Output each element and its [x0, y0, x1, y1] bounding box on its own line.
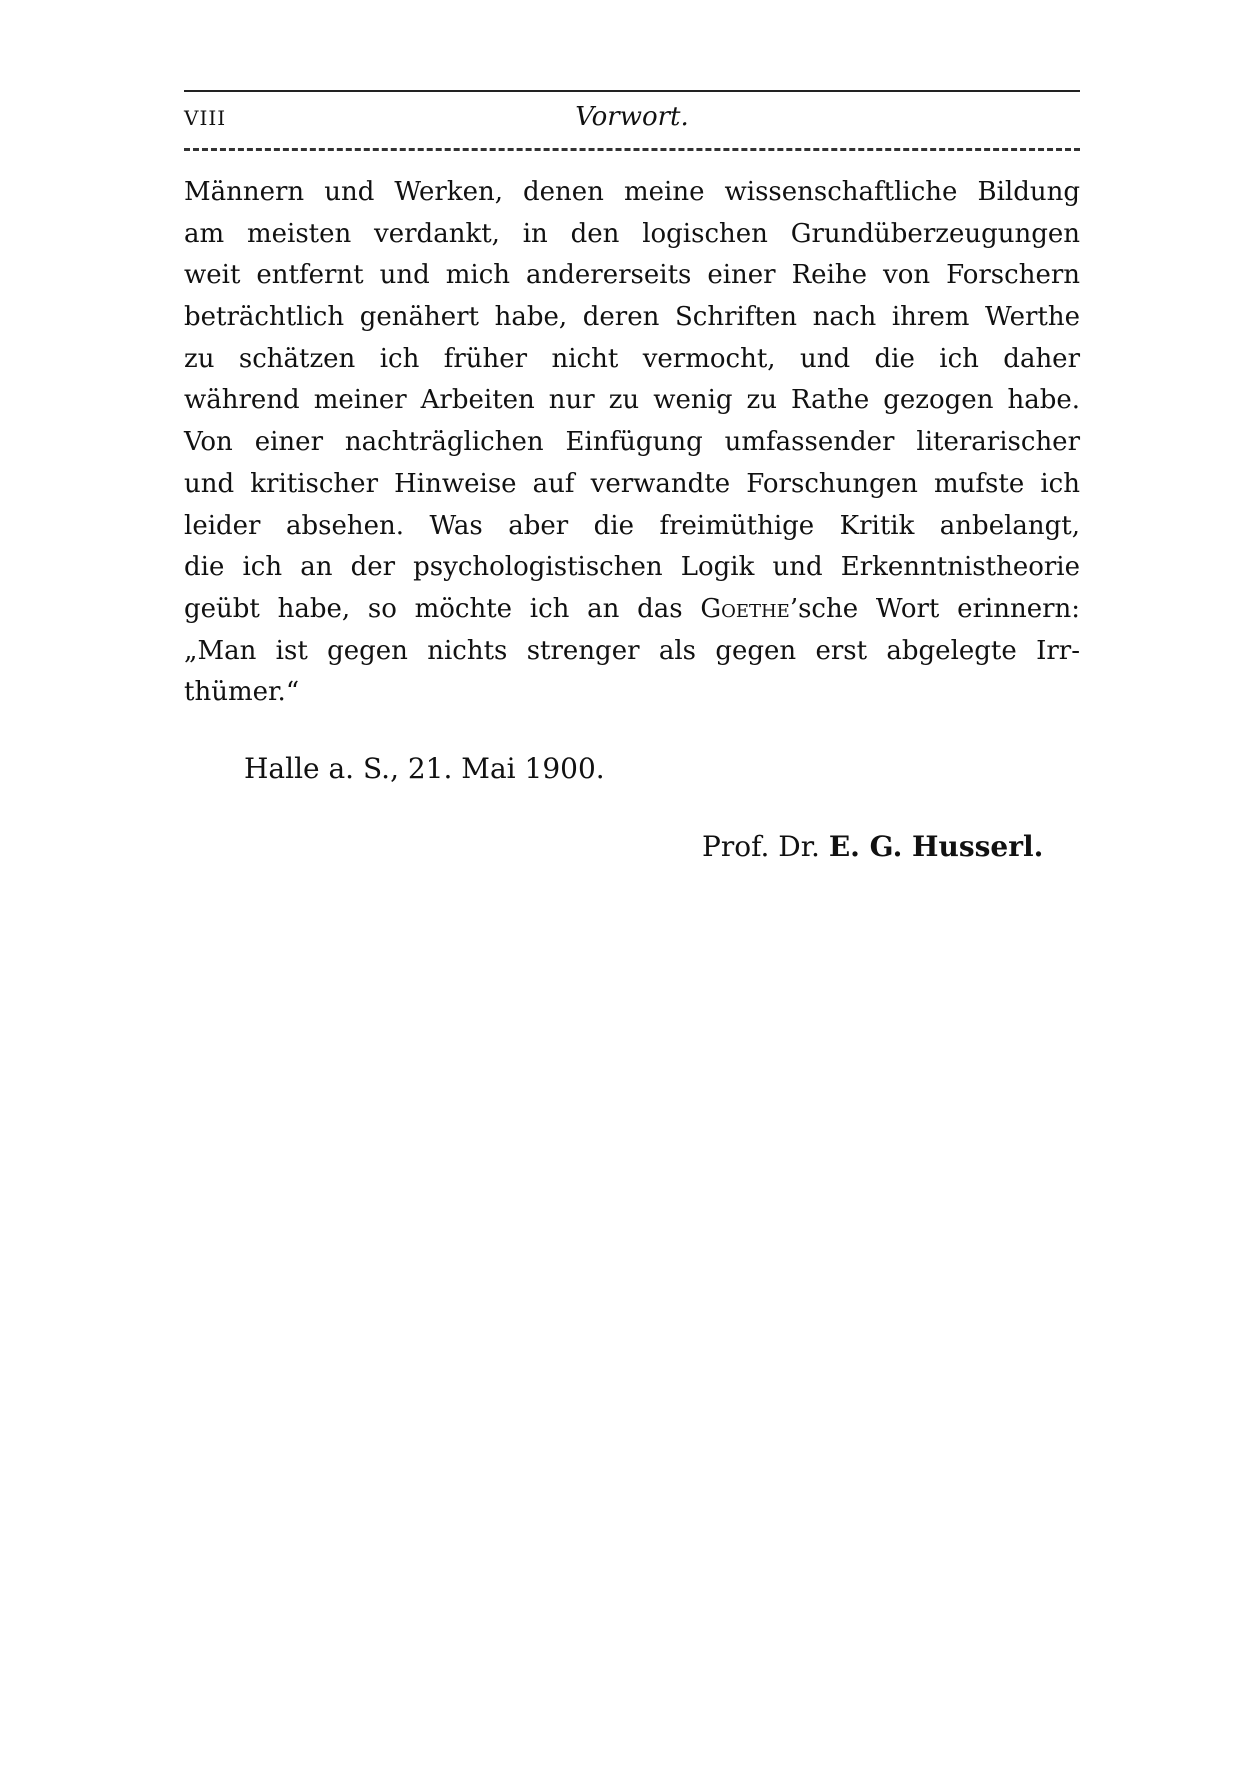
text-line: Männern und Werken, denen meine wissenschaftliche Bildung [184, 177, 1080, 207]
signature [702, 830, 1043, 863]
signature-prefix: Prof. Dr. [702, 830, 829, 863]
text-line-start: geübt habe, so möchte ich an das [184, 593, 683, 624]
text-line: am meisten verdankt, in den logischen Grundüberzeugungen [184, 218, 1080, 249]
text-line: und kritischer Hinweise auf verwandte Forschungen mufste ich [184, 468, 1080, 499]
body-paragraph [184, 172, 1080, 714]
goethe-name: Goethe [700, 593, 790, 624]
text-line: die ich an der psychologistischen Logik und Erkenntnistheorie [184, 552, 1080, 583]
goethe-suffix: ’sche Wort erinnern: [789, 593, 1081, 624]
running-head [184, 102, 1080, 138]
text-line-goethe [184, 589, 1080, 631]
page-number: VIII [184, 106, 227, 130]
text-line: „Man ist gegen nichts strenger als gegen erst abgelegte Irr- [184, 635, 1080, 666]
running-title: Vorwort. [575, 102, 689, 132]
text-line: während meiner Arbeiten nur zu wenig zu Rathe gezogen habe. [184, 385, 1080, 416]
header-rule-top [184, 90, 1080, 92]
text-line: beträchtlich genähert habe, deren Schriften nach ihrem Werthe [184, 302, 1080, 333]
text-line: zu schätzen ich früher nicht vermocht, und die ich daher [184, 343, 1080, 374]
text-line: Von einer nachträglichen Einfügung umfassender literarischer [184, 427, 1080, 458]
signature-name: E. G. Husserl. [828, 830, 1044, 863]
text-line: thümer.“ [184, 677, 300, 708]
dateline: Halle a. S., 21. Mai 1900. [244, 752, 605, 785]
text-line: leider absehen. Was aber die freimüthige Kritik anbelangt, [184, 510, 1080, 541]
header-rule-bottom [184, 148, 1080, 151]
text-line: weit entfernt und mich andererseits einer Reihe von Forschern [184, 260, 1080, 291]
